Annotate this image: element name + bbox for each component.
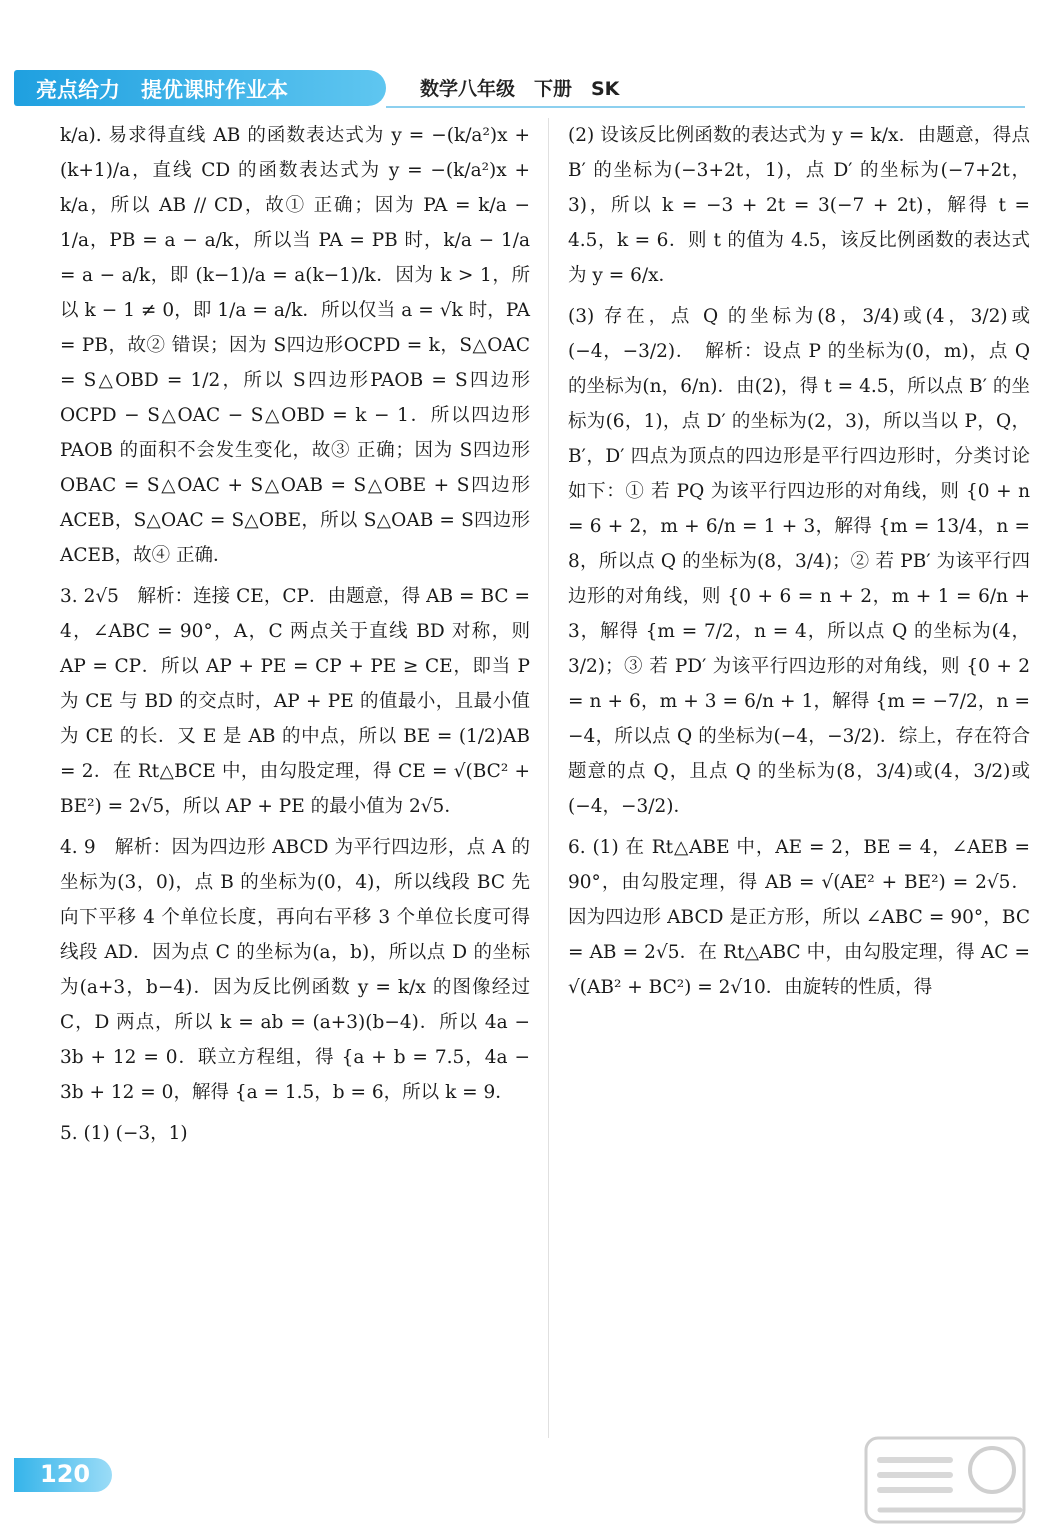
right-column — [568, 118, 1030, 1005]
subject-title: 数学八年级 下册 SK — [420, 78, 620, 100]
answer-item-5: 5. (1) (−3，1) — [60, 1123, 188, 1144]
header-divider — [386, 106, 1025, 108]
answer-item-3: 3. 2√5 解析：连接 CE，CP．由题意，得 AB = BC = 4，∠ABC = 90°，A，C 两点关于直线 BD 对称，则 AP = CP．所以 AP + PE = CP + PE ≥ CE，即当 P 为 CE 与 BD 的交点时，AP + PE 的值最小，且最小值为 CE 的长．又 E 是 AB 的中点，所以 BE = (1/2)AB = 2．在 Rt△BCE 中，由勾股定理，得 CE = √(BC² + BE²) = 2√5，所以 AP + PE 的最小值为 2√5． — [60, 586, 530, 817]
column-divider — [548, 118, 549, 1438]
page-header — [0, 60, 1039, 112]
brand-banner — [14, 70, 386, 106]
watermark-logo — [860, 1430, 1030, 1530]
answer-paragraph: k/a). 易求得直线 AB 的函数表达式为 y = −(k/a²)x + (k+1)/a，直线 CD 的函数表达式为 y = −(k/a²)x + k/a，所以 AB // CD，故① 正确；因为 PA = k/a − 1/a，PB = a − a/k，所以当 PA = PB 时，k/a − 1/a = a − a/k，即 (k−1)/a = a(k−1)/k．因为 k > 1，所以 k − 1 ≠ 0，即 1/a = a/k．所以仅当 a = √k 时，PA = PB，故② 错误；因为 S四边形OCPD = k，S△OAC = S△OBD = 1/2，所以 S四边形PAOB = S四边形OCPD − S△OAC − S△OBD = k − 1．所以四边形 PAOB 的面积不会发生变化，故③ 正确；因为 S四边形OBAC = S△OAC + S△OAB = S△OBE + S四边形ACEB，S△OAC = S△OBE，所以 S△OAB = S四边形ACEB，故④ 正确． — [60, 125, 530, 566]
page-number: 120 — [40, 1460, 91, 1488]
page-number-tab — [14, 1458, 112, 1492]
answer-item-5-part-3: (3) 存在，点 Q 的坐标为(8，3/4)或(4，3/2)或(−4，−3/2)． 解析：设点 P 的坐标为(0，m)，点 Q 的坐标为(n，6/n)．由(2)，得 t = 4.5，所以点 B′ 的坐标为(6，1)，点 D′ 的坐标为(2，3)，所以当以 P，Q，B′，D′ 四点为顶点的四边形是平行四边形时，分类讨论如下：① 若 PQ 为该平行四边形的对角线，则 {0 + n = 6 + 2，m + 6/n = 1 + 3，解得 {m = 13/4，n = 8，所以点 Q 的坐标为(8，3/4)；② 若 PB′ 为该平行四边形的对角线，则 {0 + 6 = n + 2，m + 1 = 6/n + 3，解得 {m = 7/2，n = 4，所以点 Q 的坐标为(4，3/2)；③ 若 PD′ 为该平行四边形的对角线，则 {0 + 2 = n + 6，m + 3 = 6/n + 1，解得 {m = −7/2，n = −4，所以点 Q 的坐标为(−4，−3/2)．综上，存在符合题意的点 Q，且点 Q 的坐标为(8，3/4)或(4，3/2)或(−4，−3/2)． — [568, 306, 1030, 817]
answer-item-4: 4. 9 解析：因为四边形 ABCD 为平行四边形，点 A 的坐标为(3，0)，点 B 的坐标为(0，4)，所以线段 BC 先向下平移 4 个单位长度，再向右平移 3 个单位长度可得线段 AD．因为点 C 的坐标为(a，b)，所以点 D 的坐标为(a+3，b−4)．因为反比例函数 y = k/x 的图像经过 C，D 两点，所以 k = ab = (a+3)(b−4)．所以 4a − 3b + 12 = 0．联立方程组，得 {a + b = 7.5，4a − 3b + 12 = 0，解得 {a = 1.5，b = 6，所以 k = 9． — [60, 837, 530, 1103]
brand-title: 亮点给力 提优课时作业本 — [36, 78, 288, 102]
answer-item-6: 6. (1) 在 Rt△ABE 中，AE = 2，BE = 4，∠AEB = 90°，由勾股定理，得 AB = √(AE² + BE²) = 2√5．因为四边形 ABCD 是正方形，所以 ∠ABC = 90°，BC = AB = 2√5．在 Rt△ABC 中，由勾股定理，得 AC = √(AB² + BC²) = 2√10．由旋转的性质，得 — [568, 837, 1030, 998]
left-column — [60, 118, 530, 1151]
answer-item-5-part-2: (2) 设该反比例函数的表达式为 y = k/x．由题意，得点 B′ 的坐标为(−3+2t，1)，点 D′ 的坐标为(−7+2t，3)，所以 k = −3 + 2t = 3(−7 + 2t)，解得 t = 4.5，k = 6．则 t 的值为 4.5，该反比例函数的表达式为 y = 6/x． — [568, 125, 1030, 286]
